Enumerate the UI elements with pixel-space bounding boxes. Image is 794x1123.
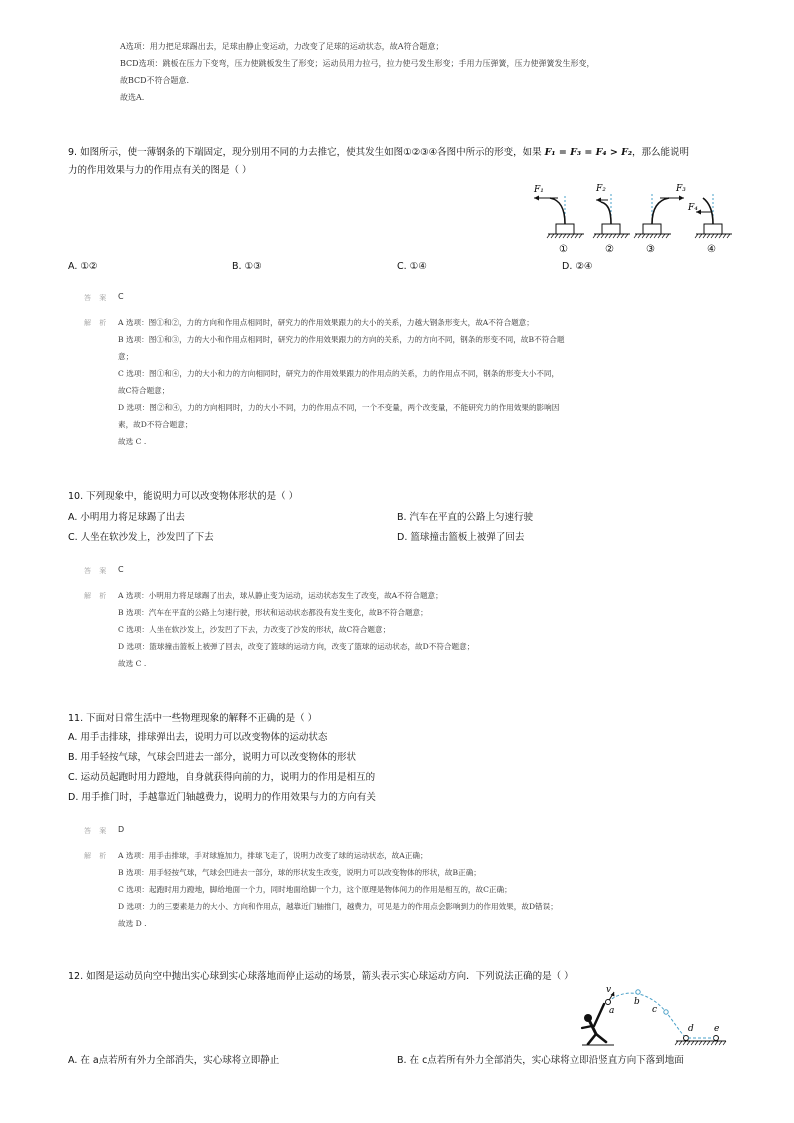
analysis-line: B 选项：汽车在平直的公路上匀速行驶，形状和运动状态都没有发生变化，故B不符合题意； — [118, 608, 428, 617]
strip-number-1: ① — [559, 244, 568, 255]
analysis-line: B 选项：图①和③，力的大小和作用点相同时，研究力的作用效果跟力的方向的关系，力的方向不同，钢条的形变不同，故B不符合题 — [118, 335, 565, 344]
explanation-line: 故BCD不符合题意. — [120, 76, 190, 85]
question-10-stem-text: 10. 下列现象中，能说明力可以改变物体形状的是（ ） — [68, 491, 299, 502]
shot-put-figure — [568, 984, 730, 1048]
explanation-line: A选项：用力把足球踢出去，足球由静止变运动，力改变了足球的运动状态，故A符合题意； — [120, 42, 444, 51]
analysis-line: 意； — [118, 352, 134, 361]
q9-option-b[interactable]: B. ①③ — [232, 261, 262, 272]
q9-option-d[interactable]: D. ②④ — [562, 261, 593, 272]
analysis-line: C 选项：人坐在软沙发上，沙发凹了下去，力改变了沙发的形状，故C符合题意； — [118, 625, 391, 634]
question-9-stem-text-tail: ，那么能说明 — [632, 147, 690, 158]
analysis-line: A 选项：用手击排球，手对球施加力，排球飞走了，说明力改变了球的运动状态，故A正确； — [118, 851, 428, 860]
question-9-stem-text: 9. 如图所示，使一薄钢条的下端固定，现分别用不同的力去推它，使其发生如图①②③④各图中所示的形变，如果 — [68, 147, 545, 158]
force-label-f4: F₄ — [688, 203, 698, 213]
label-e: e — [714, 1024, 720, 1034]
explanation-line: BCD选项：跳板在压力下变弯，压力使跳板发生了形变；运动员用力拉弓，拉力使弓发生形变；手用力压弹簧，压力使弹簧发生形变， — [120, 59, 595, 68]
q10-option-c[interactable]: C. 人坐在软沙发上，沙发凹了下去 — [68, 532, 214, 543]
q9-option-a[interactable]: A. ①② — [68, 261, 98, 272]
previous-explanation — [120, 38, 740, 106]
analysis-line: 故选 D . — [118, 919, 147, 928]
question-9-analysis — [118, 314, 718, 450]
question-10-stem — [68, 488, 298, 506]
q9-option-c[interactable]: C. ①④ — [397, 261, 427, 272]
analysis-line: D 选项：图②和④，力的方向相同时，力的大小不同，力的作用点不同，一个不变量，两个改变量，不能研究力的作用效果的影响因 — [118, 403, 560, 412]
q10-option-a[interactable]: A. 小明用力将足球踢了出去 — [68, 512, 185, 523]
answer-value: C — [118, 565, 124, 574]
label-d: d — [688, 1024, 694, 1034]
question-12-stem — [68, 968, 574, 986]
q11-option-b[interactable]: B. 用手轻按气球，气球会凹进去一部分，说明力可以改变物体的形状 — [68, 752, 357, 763]
question-11-stem-text: 11. 下面对日常生活中一些物理现象的解释不正确的是（ ） — [68, 713, 318, 724]
force-label-f1: F₁ — [534, 185, 544, 195]
q11-option-c[interactable]: C. 运动员起跑时用力蹬地，自身就获得向前的力，说明力的作用是相互的 — [68, 772, 376, 783]
strip-diagram-2 — [593, 184, 630, 255]
analysis-line: D 选项：力的三要素是力的大小、方向和作用点，越靠近门轴推门，越费力，可见是力的作用点会影响到力的作用效果，故D错误； — [118, 902, 558, 911]
answer-label: 答 案 — [84, 827, 110, 835]
strip-diagram-4 — [687, 194, 732, 255]
analysis-line: A 选项：小明用力将足球踢了出去，球从静止变为运动，运动状态发生了改变，故A不符合题意； — [118, 591, 443, 600]
force-condition-formula: F₁ = F₃ = F₄ > F₂ — [544, 147, 633, 158]
q10-option-d[interactable]: D. 篮球撞击篮板上被弹了回去 — [397, 532, 525, 543]
answer-value: C — [118, 292, 124, 301]
label-a: a — [609, 1006, 615, 1016]
analysis-line: 故C符合题意； — [118, 386, 170, 395]
analysis-line: C 选项：图①和④，力的大小和力的方向相同时，研究力的作用效果跟力的作用点的关系，力的作用点不同，钢条的形变大小不同， — [118, 369, 560, 378]
analysis-label: 解 析 — [84, 592, 110, 600]
analysis-line: B 选项：用手轻按气球，气球会凹进去一部分，球的形状发生改变，说明力可以改变物体的形状，故B正确； — [118, 868, 481, 877]
analysis-line: C 选项：起跑时用力蹬地，脚给地面一个力，同时地面给脚一个力，这个原理是物体间力的作用是相互的，故C正确； — [118, 885, 512, 894]
answer-label: 答 案 — [84, 294, 110, 302]
analysis-line: 故选 C . — [118, 659, 147, 668]
explanation-line: 故选A. — [120, 93, 145, 102]
q12-option-b[interactable]: B. 在 c点若所有外力全部消失，实心球将立即沿竖直方向下落到地面 — [397, 1055, 684, 1066]
ball-trajectory — [608, 993, 686, 1038]
analysis-line: 故选 C . — [118, 437, 147, 446]
analysis-line: A 选项：图①和②，力的方向和作用点相同时，研究力的作用效果跟力的大小的关系，力越大钢条形变大，故A不符合题意； — [118, 318, 534, 327]
analysis-label: 解 析 — [84, 852, 110, 860]
strip-diagram-1 — [533, 185, 584, 255]
question-9-stem-line2: 力的作用效果与力的作用点有关的图是（ ） — [68, 165, 252, 176]
answer-label: 答 案 — [84, 567, 110, 575]
strip-number-2: ② — [605, 244, 614, 255]
force-label-f2: F₂ — [596, 184, 606, 194]
label-c: c — [652, 1005, 658, 1015]
analysis-line: 素，故D不符合题意； — [118, 420, 193, 429]
analysis-line: D 选项：篮球撞击篮板上被弹了回去，改变了篮球的运动方向，改变了篮球的运动状态，故D不符合题意； — [118, 642, 475, 651]
force-label-f3: F₃ — [676, 184, 686, 194]
question-9-stem — [68, 144, 689, 180]
answer-value: D — [118, 825, 125, 834]
q10-option-b[interactable]: B. 汽车在平直的公路上匀速行驶 — [397, 512, 534, 523]
question-11-analysis — [118, 847, 718, 932]
question-11-stem — [68, 710, 317, 728]
steel-strip-figure — [528, 178, 738, 260]
strip-number-4: ④ — [707, 244, 716, 255]
label-v: v — [606, 985, 612, 995]
strip-number-3: ③ — [646, 244, 655, 255]
question-12-stem-text: 12. 如图是运动员向空中抛出实心球到实心球落地而停止运动的场景，箭头表示实心球运动方向．下列说法正确的是（ ） — [68, 971, 574, 982]
analysis-label: 解 析 — [84, 319, 110, 327]
strip-diagram-3 — [634, 184, 686, 255]
label-b: b — [634, 997, 640, 1007]
question-10-analysis — [118, 587, 718, 672]
q12-option-a[interactable]: A. 在 a点若所有外力全部消失，实心球将立即静止 — [68, 1055, 280, 1066]
q11-option-d[interactable]: D. 用手推门时，手越靠近门轴越费力，说明力的作用效果与力的方向有关 — [68, 792, 376, 803]
q11-option-a[interactable]: A. 用手击排球，排球弹出去，说明力可以改变物体的运动状态 — [68, 732, 328, 743]
